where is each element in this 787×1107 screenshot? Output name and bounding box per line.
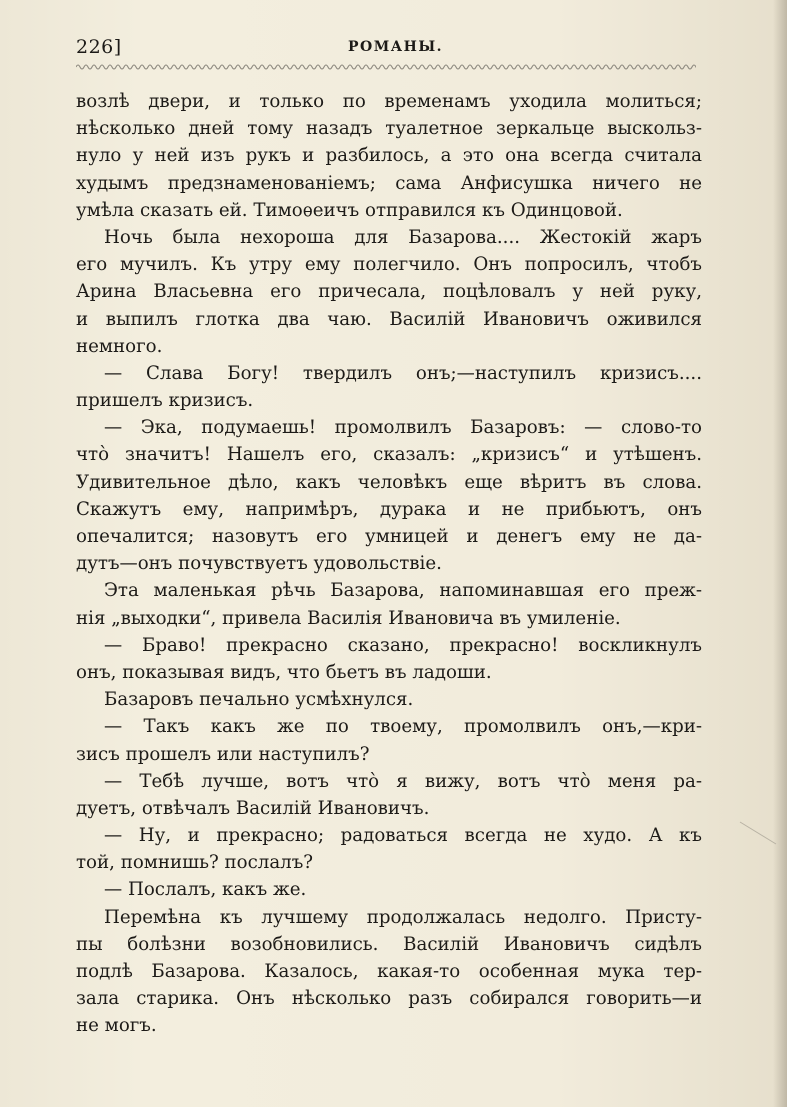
text-line: Удивительное дѣло, какъ человѣкъ еще вѣритъ въ слова. [76, 471, 702, 493]
text-line: Ночь была нехороша для Базарова.... Жестокій жаръ [104, 226, 702, 248]
text-line: подлѣ Базарова. Казалось, какая-то особенная мука тер- [76, 961, 702, 982]
scan-mark [738, 818, 778, 848]
page-number: 226] [76, 36, 122, 58]
text-line: и выпилъ глотка два чаю. Василій Ивановичъ оживился [76, 308, 702, 330]
text-line: — Тебѣ лучше, вотъ что̀ я вижу, вотъ что̀ меня ра- [104, 770, 702, 792]
text-line: умѣла сказать ей. Тимоѳеичъ отправился къ Одинцовой. [76, 199, 623, 221]
text-line: Эта маленькая рѣчь Базарова, напоминавшая его преж- [104, 580, 702, 602]
body-text [76, 88, 702, 1040]
running-title: РОМАНЫ. [348, 39, 444, 55]
text-line: — Слава Богу! твердилъ онъ;—наступилъ кризисъ.... [104, 362, 702, 384]
page-header [76, 36, 696, 62]
text-line: пы болѣзни возобновились. Василій Ивановичъ сидѣлъ [76, 933, 702, 955]
text-line: той, помнишь? послалъ? [76, 852, 314, 874]
text-line: что̀ значитъ! Нашелъ его, сказалъ: „кризисъ“ и утѣшенъ. [76, 444, 702, 466]
text-line: нія „выходки“, привела Василія Ивановича въ умиленіе. [76, 607, 621, 629]
text-line: нуло у ней изъ рукъ и разбилось, а это она всегда считала [76, 145, 702, 167]
text-line: дуетъ, отвѣчалъ Василій Ивановичъ. [76, 797, 430, 819]
text-line: немного. [76, 335, 163, 357]
text-line: — Эка, подумаешь! промолвилъ Базаровъ: — слово-то [104, 417, 702, 439]
text-line: опечалится; назовутъ его умницей и денегъ ему не да- [76, 526, 702, 547]
text-line: — Послалъ, какъ же. [104, 879, 307, 901]
text-line: Скажутъ ему, напримѣръ, дурака и не прибьютъ, онъ [76, 498, 702, 520]
text-line: пришелъ кризисъ. [76, 390, 254, 412]
text-line: Перемѣна къ лучшему продолжалась недолго. Присту- [104, 906, 702, 928]
text-line: Арина Власьевна его причесала, поцѣловалъ у ней руку, [76, 281, 702, 303]
text-line: зисъ прошелъ или наступилъ? [76, 743, 370, 765]
header-ornamental-rule [76, 62, 696, 72]
text-line: — Такъ какъ же по твоему, промолвилъ онъ,—кри- [104, 716, 702, 738]
text-line: — Ну, и прекрасно; радоваться всегда не худо. А къ [104, 825, 702, 847]
text-line: не могъ. [76, 1015, 157, 1037]
text-line: — Браво! прекрасно сказано, прекрасно! воскликнулъ [104, 634, 702, 656]
text-line: зала старика. Онъ нѣсколько разъ собирался говорить—и [76, 988, 702, 1010]
text-line: худымъ предзнаменованіемъ; сама Анфисушка ничего не [76, 172, 702, 194]
text-line: Базаровъ печально усмѣхнулся. [104, 689, 414, 711]
text-line: возлѣ двери, и только по временамъ уходила молиться; [76, 91, 702, 112]
text-line: онъ, показывая видъ, что бьетъ въ ладоши. [76, 661, 492, 683]
text-line: нѣсколько дней тому назадъ туалетное зеркальце выскольз- [76, 118, 702, 140]
text-line: его мучилъ. Къ утру ему полегчило. Онъ попросилъ, чтобъ [76, 254, 702, 276]
text-line: дутъ—онъ почувствуетъ удовольствіе. [76, 553, 442, 575]
